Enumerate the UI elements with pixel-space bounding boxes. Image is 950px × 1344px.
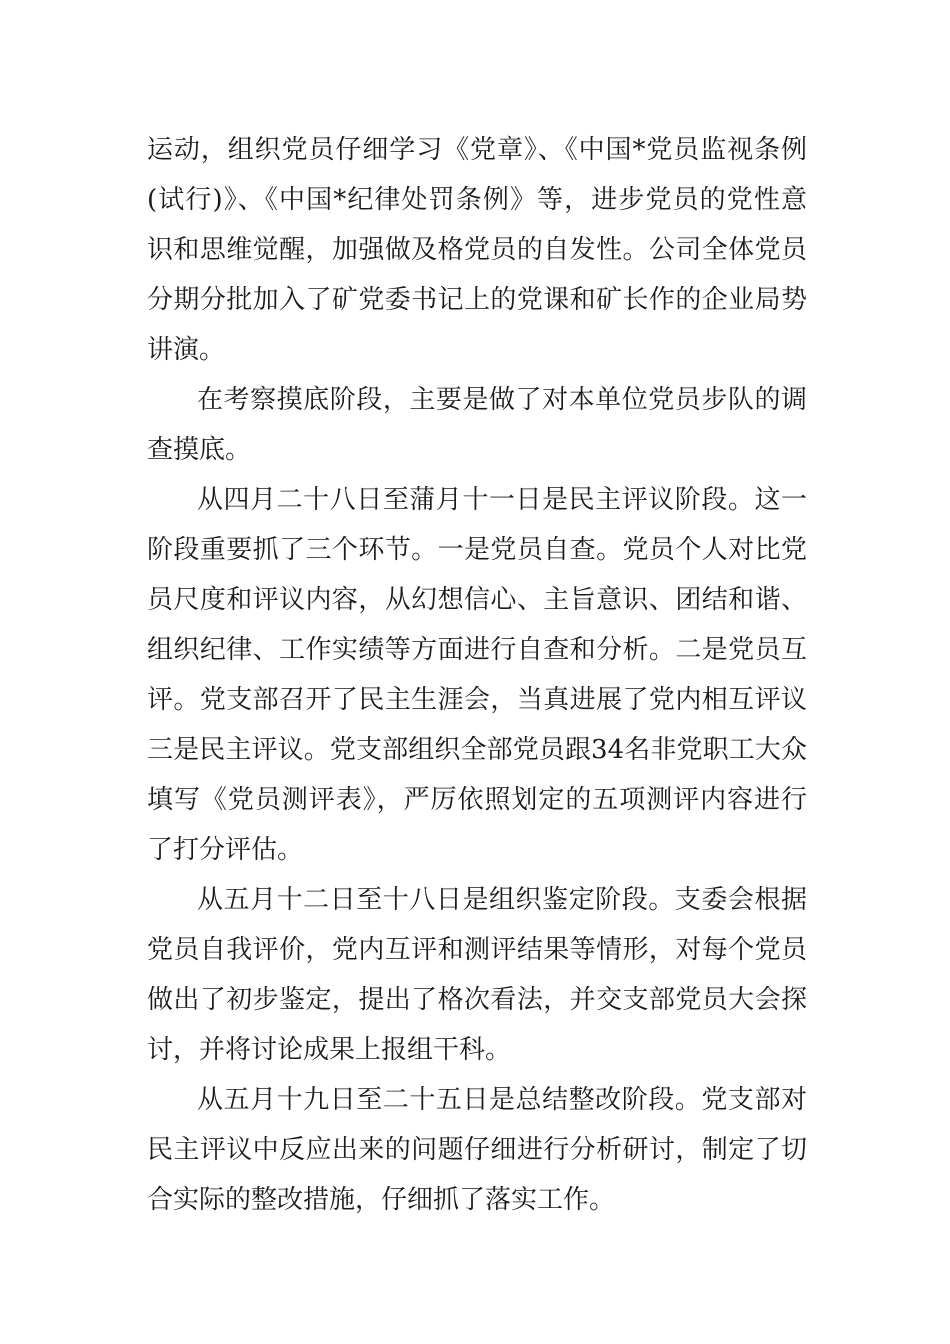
paragraph-first-line: 在考察摸底阶段，主要是做了对本单位党员步队的调 <box>197 385 807 415</box>
text-line: 填写《党员测评表》，严厉依照划定的五项测评内容进行 <box>147 785 807 815</box>
paragraph-first-line: 从五月十二日至十八日是组织鉴定阶段。支委会根据 <box>197 885 807 915</box>
text-line: (试行)》、《中国*纪律处罚条例》等，进步党员的党性意 <box>147 185 807 215</box>
text-line: 讲演。 <box>147 335 226 365</box>
text-line: 了打分评估。 <box>147 835 304 865</box>
paragraph-first-line: 从五月十九日至二十五日是总结整改阶段。党支部对 <box>197 1085 807 1115</box>
text-line: 合实际的整改措施，仔细抓了落实工作。 <box>147 1185 616 1215</box>
text-line: 民主评议中反应出来的问题仔细进行分析研讨，制定了切 <box>147 1135 807 1165</box>
text-line: 查摸底。 <box>147 435 252 465</box>
text-line: 讨，并将讨论成果上报组干科。 <box>147 1035 512 1065</box>
text-line: 三是民主评议。党支部组织全部党员跟34名非党职工大众 <box>147 735 807 765</box>
paragraph-first-line: 从四月二十八日至蒲月十一日是民主评议阶段。这一 <box>197 485 807 515</box>
text-line: 运动，组织党员仔细学习《党章》、《中国*党员监视条例 <box>147 135 807 165</box>
text-line: 评。党支部召开了民主生涯会，当真进展了党内相互评议 <box>147 685 807 715</box>
text-line: 分期分批加入了矿党委书记上的党课和矿长作的企业局势 <box>147 285 807 315</box>
text-line: 组织纪律、工作实绩等方面进行自查和分析。二是党员互 <box>147 635 807 665</box>
text-line: 阶段重要抓了三个环节。一是党员自查。党员个人对比党 <box>147 535 807 565</box>
text-line: 员尺度和评议内容，从幻想信心、主旨意识、团结和谐、 <box>147 585 807 615</box>
text-line: 识和思维觉醒，加强做及格党员的自发性。公司全体党员 <box>147 235 807 265</box>
text-line: 做出了初步鉴定，提出了格次看法，并交支部党员大会探 <box>147 985 807 1015</box>
text-line: 党员自我评价，党内互评和测评结果等情形，对每个党员 <box>147 935 807 965</box>
